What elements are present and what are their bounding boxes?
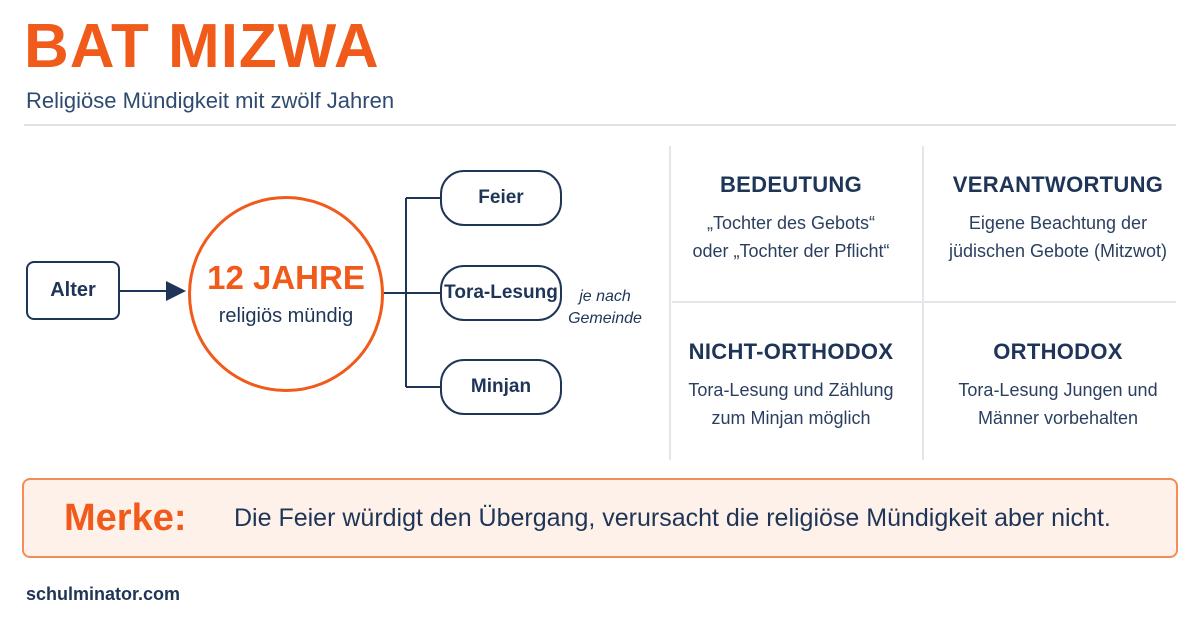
cell-line1: Tora-Lesung und Zählung [688,380,894,400]
cell-text [922,210,1194,266]
cell-heading: VERANTWORTUNG [952,172,1164,197]
grid-cell-bedeutung [666,172,916,266]
grid-cell-nicht-orthodox [666,339,916,433]
cell-line2: Männer vorbehalten [977,407,1139,428]
grid-cell-orthodox [922,339,1194,433]
cell-text [922,377,1194,433]
cell-heading: ORTHODOX [993,339,1123,364]
branch-feier [440,170,562,226]
cell-text [666,210,916,266]
branch-note [562,286,648,331]
grid-divider-horizontal [672,301,1176,303]
footer-site: schulminator.com [26,584,181,604]
cell-line1: Eigene Beachtung der [968,213,1148,233]
alter-label: Alter [50,279,96,301]
branch-tora-lesung [440,265,562,321]
cell-line2: oder „Tochter der Pflicht“ [692,240,890,261]
cell-line1: Tora-Lesung Jungen und [958,380,1158,400]
branch-minjan [440,359,562,415]
cell-heading: BEDEUTUNG [719,172,863,197]
center-circle [188,196,384,392]
page-subtitle: Religiöse Mündigkeit mit zwölf Jahren [26,88,395,113]
branch-tora-label: Tora-Lesung [444,282,558,303]
center-age: 12 JAHRE [207,259,365,297]
alter-box [26,261,120,320]
merke-text: Die Feier würdigt den Übergang, verursacht die religiöse Mündigkeit aber nicht. [234,503,1111,532]
grid-cell-verantwortung [922,172,1194,266]
merke-box [22,478,1178,558]
branch-note-line1: je nach [579,288,631,305]
branch-note-line2: Gemeinde [568,310,642,328]
cell-heading: NICHT-ORTHODOX [688,339,894,364]
cell-line1: „Tochter des Gebots“ [706,213,876,233]
center-caption: religiös mündig [218,304,354,327]
cell-text [666,377,916,433]
branch-minjan-label: Minjan [470,376,532,397]
branch-feier-label: Feier [478,187,524,208]
merke-label: Merke: [64,496,187,539]
page-title: BAT MIZWA [24,12,380,81]
cell-line2: zum Minjan möglich [711,407,871,428]
cell-line2: jüdischen Gebote (Mitzwot) [948,240,1168,261]
